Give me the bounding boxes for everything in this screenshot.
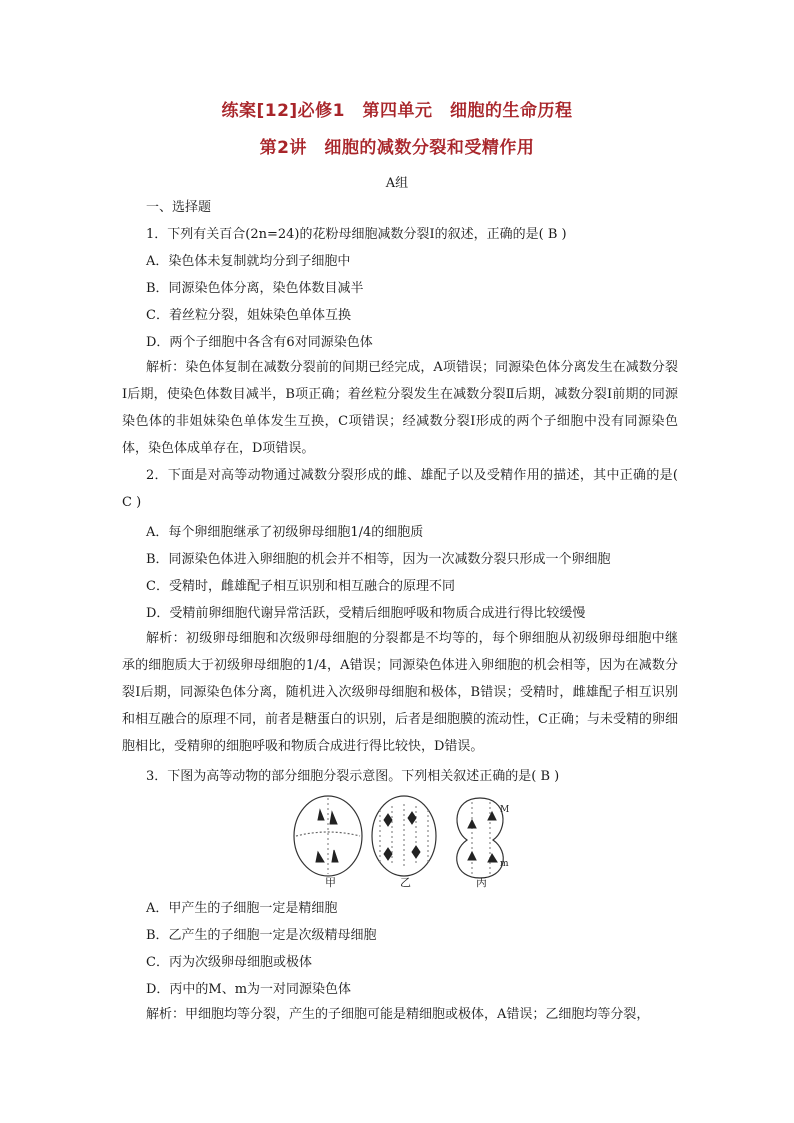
question-2-option-a: A．每个卵细胞继承了初级卵母细胞1/4的细胞质	[146, 525, 424, 540]
figure-label-bing: 丙	[476, 876, 487, 889]
group-label: A组	[385, 176, 409, 191]
chromosome-yi-3	[384, 848, 392, 860]
question-3-stem: 3．下图为高等动物的部分细胞分裂示意图。下列相关叙述正确的是( B )	[146, 769, 560, 784]
chromosome-bing-1	[468, 820, 476, 828]
figure-label-jia: 甲	[325, 876, 336, 889]
chromosome-yi-2	[408, 812, 416, 824]
question-1-option-a: A．染色体未复制就均分到子细胞中	[146, 254, 351, 269]
marker-M: M	[500, 805, 510, 815]
chromosome-jia-4	[332, 850, 338, 862]
chromosome-bing-m	[488, 854, 497, 862]
question-3-option-a: A．甲产生的子细胞一定是精细胞	[146, 901, 338, 916]
question-3-option-b: B．乙产生的子细胞一定是次级精母细胞	[146, 928, 377, 943]
chromosome-yi-4	[412, 846, 420, 858]
question-1-option-b: B．同源染色体分离，染色体数目减半	[146, 281, 364, 296]
question-3-analysis: 解析：甲细胞均等分裂，产生的子细胞可能是精细胞或极体，A错误；乙细胞均等分裂，	[146, 1007, 650, 1022]
question-2-option-b: B．同源染色体进入卵细胞的机会并不相等，因为一次减数分裂只形成一个卵细胞	[146, 552, 611, 567]
marker-m: m	[500, 859, 509, 869]
question-1-option-c: C．着丝粒分裂，姐妹染色单体互换	[146, 308, 351, 323]
figure-label-yi: 乙	[400, 876, 411, 889]
chromosome-bing-M	[488, 812, 496, 820]
question-2-option-d: D．受精前卵细胞代谢异常活跃，受精后细胞呼吸和物质合成进行得比较缓慢	[146, 606, 586, 621]
lesson-title: 第2讲 细胞的减数分裂和受精作用	[259, 138, 535, 158]
chromosome-jia-2	[330, 812, 337, 824]
question-3-option-c: C．丙为次级卵母细胞或极体	[146, 955, 312, 970]
question-1-option-d: D．两个子细胞中各含有6对同源染色体	[146, 335, 373, 350]
question-2-analysis: 解析：初级卵母细胞和次级卵母细胞的分裂都是不均等的，每个卵细胞从初级卵母细胞中继承的细胞质大于初级卵母细胞的1/4，A错误；同源染色体进入卵细胞的机会相等，因为在减数分裂Ⅰ后期，同源染色体分离，随机进入次级卵母细胞和极体，B错误；受精时，雌雄配子相互识别和相互融合的原理不同，前者是糖蛋白的识别，后者是细胞膜的流动性，C正确；与未受精的卵细胞相比，受精卵的细胞呼吸和物质合成进行得比较快，D错误。	[122, 631, 678, 754]
chromosome-jia-3	[316, 852, 324, 862]
question-1-stem: 1．下列有关百合(2n=24)的花粉母细胞减数分裂Ⅰ的叙述，正确的是( B )	[146, 227, 567, 242]
chromosome-yi-1	[384, 814, 392, 826]
section-heading: 一、选择题	[146, 200, 212, 215]
question-3-option-d: D．丙中的M、m为一对同源染色体	[146, 982, 352, 997]
question-2-stem: 2．下面是对高等动物通过减数分裂形成的雌、雄配子以及受精作用的描述，其中正确的是( C )	[122, 468, 678, 510]
document-title: 练案[12]必修1 第四单元 细胞的生命历程	[221, 101, 573, 121]
chromosome-jia-1	[318, 810, 324, 820]
question-1-analysis: 解析：染色体复制在减数分裂前的间期已经完成，A项错误；同源染色体分离发生在减数分裂Ⅰ后期，使染色体数目减半，B项正确；着丝粒分裂发生在减数分裂Ⅱ后期，减数分裂Ⅰ前期的同源染色体的非姐妹染色单体发生互换，C项错误；经减数分裂Ⅰ形成的两个子细胞中没有同源染色体，染色体成单存在，D项错误。	[122, 360, 678, 456]
chromosome-bing-2	[468, 852, 476, 860]
question-2-option-c: C．受精时，雌雄配子相互识别和相互融合的原理不同	[146, 579, 455, 594]
cell-bing-outline	[457, 798, 504, 878]
